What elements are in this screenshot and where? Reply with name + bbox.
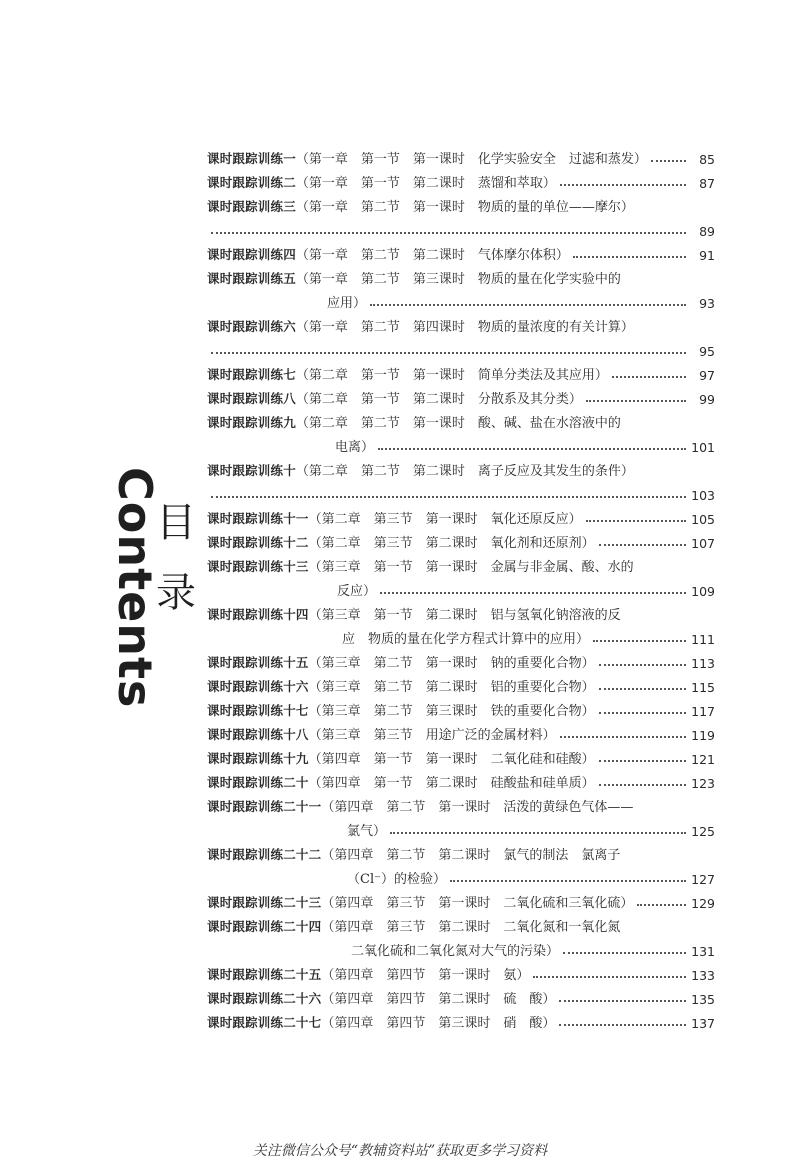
toc-entry[interactable] <box>207 959 715 983</box>
toc-entry-line <box>207 791 715 815</box>
toc-entry-page-number: 95 <box>699 344 715 359</box>
toc-entry-line <box>207 551 715 575</box>
toc-entry-line <box>207 335 715 359</box>
toc-entry-label: 课时跟踪训练五 <box>207 271 296 286</box>
dot-leader <box>586 520 686 522</box>
dot-leader <box>573 256 686 258</box>
toc-entry-line <box>207 671 715 695</box>
toc-entry-title: （第四章 第一节 第一课时 二氧化硅和硅酸） <box>308 752 595 767</box>
toc-entry-label: 课时跟踪训练十二 <box>207 535 309 550</box>
toc-entry-title: （第三章 第三节 用途广泛的金属材料） <box>308 728 556 743</box>
toc-entry-title: 应用） <box>327 296 367 311</box>
toc-entry[interactable] <box>207 551 715 599</box>
dot-leader <box>637 904 686 906</box>
toc-entry-label: 课时跟踪训练十 <box>207 463 296 478</box>
toc-entry-label: 课时跟踪训练二 <box>207 175 296 190</box>
toc-entry-label: 课时跟踪训练二十四 <box>207 919 322 934</box>
contents-english-title: Contents <box>108 467 162 709</box>
toc-entry-title: （第一章 第二节 第三课时 物质的量在化学实验中的 <box>295 272 621 287</box>
toc-entry-label: 课时跟踪训练一 <box>207 151 296 166</box>
toc-entry-label: 课时跟踪训练八 <box>207 391 296 406</box>
toc-entry[interactable] <box>207 143 715 167</box>
toc-entry-label: 课时跟踪训练九 <box>207 415 296 430</box>
toc-entry-line <box>207 695 715 719</box>
dot-leader <box>612 376 686 378</box>
toc-entry-page-number: 137 <box>691 1016 715 1031</box>
toc-entry-line <box>207 623 715 647</box>
toc-entry-title: （第一章 第二节 第四课时 物质的量浓度的有关计算） <box>295 320 634 335</box>
toc-entry-line <box>207 527 715 551</box>
toc-entry-label: 课时跟踪训练二十五 <box>207 967 322 982</box>
toc-entry-title: （第二章 第二节 第一课时 酸、碱、盐在水溶液中的 <box>295 416 621 431</box>
toc-entry[interactable] <box>207 1007 715 1031</box>
toc-entry-line <box>207 887 715 911</box>
toc-entry-page-number: 103 <box>691 488 715 503</box>
dot-leader <box>211 232 686 234</box>
dot-leader <box>390 832 686 834</box>
toc-entry-label: 课时跟踪训练二十六 <box>207 991 322 1006</box>
toc-entry-line <box>207 767 715 791</box>
toc-entry[interactable] <box>207 791 715 839</box>
dot-leader <box>563 952 686 954</box>
toc-entry-page-number: 129 <box>691 896 715 911</box>
toc-entry-page-number: 93 <box>699 296 715 311</box>
toc-entry-label: 课时跟踪训练六 <box>207 319 296 334</box>
toc-entry-page-number: 113 <box>691 656 715 671</box>
toc-entry-page-number: 91 <box>699 248 715 263</box>
toc-entry-label: 课时跟踪训练十八 <box>207 727 309 742</box>
toc-entry-page-number: 123 <box>691 776 715 791</box>
dot-leader <box>370 304 686 306</box>
toc-entry-title: （第三章 第二节 第一课时 钠的重要化合物） <box>308 656 595 671</box>
toc-entry-label: 课时跟踪训练四 <box>207 247 296 262</box>
toc-entry[interactable] <box>207 671 715 695</box>
toc-entry-page-number: 135 <box>691 992 715 1007</box>
toc-entry-title: （第三章 第一节 第二课时 铝与氢氧化钠溶液的反 <box>308 608 621 623</box>
toc-entry-line <box>207 983 715 1007</box>
toc-entry-line <box>207 287 715 311</box>
dot-leader <box>380 592 686 594</box>
toc-entry[interactable] <box>207 527 715 551</box>
dot-leader <box>599 664 686 666</box>
dot-leader <box>586 400 686 402</box>
toc-entry-line <box>207 935 715 959</box>
toc-entry-title: （第四章 第二节 第二课时 氯气的制法 氯离子 <box>321 848 621 863</box>
toc-entry-title: 电离） <box>335 440 375 455</box>
toc-entry-title: （第一章 第二节 第二课时 气体摩尔体积） <box>295 248 569 263</box>
toc-entry-page-number: 101 <box>691 440 715 455</box>
dot-leader <box>593 640 686 642</box>
toc-entry-line <box>207 431 715 455</box>
toc-entry-title: （第一章 第二节 第一课时 物质的量的单位——摩尔） <box>295 200 634 215</box>
toc-entry-line <box>207 815 715 839</box>
toc-entry-label: 课时跟踪训练十七 <box>207 703 309 718</box>
toc-entry-line <box>207 167 715 191</box>
toc-entry-title: （第三章 第二节 第三课时 铁的重要化合物） <box>308 704 595 719</box>
dot-leader <box>378 448 686 450</box>
toc-entry-page-number: 97 <box>699 368 715 383</box>
table-of-contents <box>207 143 715 1031</box>
footer-note: 关注微信公众号“教辅资料站”获取更多学习资料 <box>252 1143 548 1159</box>
toc-entry-line <box>207 215 715 239</box>
toc-entry-page-number: 99 <box>699 392 715 407</box>
toc-entry-line <box>207 1007 715 1031</box>
dot-leader <box>599 544 686 546</box>
toc-entry[interactable] <box>207 359 715 383</box>
toc-entry-page-number: 133 <box>691 968 715 983</box>
dot-leader <box>450 880 686 882</box>
toc-entry-title: （第四章 第一节 第二课时 硅酸盐和硅单质） <box>308 776 595 791</box>
toc-entry-page-number: 115 <box>691 680 715 695</box>
dot-leader <box>211 352 686 354</box>
toc-entry-page-number: 127 <box>691 872 715 887</box>
toc-entry-page-number: 89 <box>699 224 715 239</box>
toc-entry[interactable] <box>207 239 715 263</box>
toc-entry-title: （第二章 第一节 第二课时 分散系及其分类） <box>295 392 582 407</box>
toc-entry-title: （第四章 第三节 第二课时 二氧化氮和一氧化氮 <box>321 920 621 935</box>
toc-entry[interactable] <box>207 407 715 455</box>
toc-entry-title: （第二章 第三节 第二课时 氧化剂和还原剂） <box>308 536 595 551</box>
toc-entry-line <box>207 743 715 767</box>
toc-entry-title: 二氧化硫和二氧化氮对大气的污染） <box>351 944 560 959</box>
toc-entry[interactable] <box>207 767 715 791</box>
toc-entry[interactable] <box>207 263 715 311</box>
dot-leader <box>533 976 686 978</box>
toc-entry-title: （第一章 第一节 第二课时 蒸馏和萃取） <box>295 176 556 191</box>
toc-entry-label: 课时跟踪训练二十二 <box>207 847 322 862</box>
toc-entry-title: （第四章 第四节 第二课时 硫 酸） <box>321 992 556 1007</box>
toc-entry-title: （第三章 第一节 第一课时 金属与非金属、酸、水的 <box>308 560 634 575</box>
toc-entry-title: （第四章 第三节 第一课时 二氧化硫和三氧化硫） <box>321 896 634 911</box>
toc-entry-line <box>207 383 715 407</box>
toc-entry[interactable] <box>207 695 715 719</box>
toc-entry-line <box>207 719 715 743</box>
toc-entry-line <box>207 479 715 503</box>
contents-heading <box>90 467 196 709</box>
toc-entry-line <box>207 191 715 215</box>
dot-leader <box>560 736 686 738</box>
toc-entry-line <box>207 863 715 887</box>
toc-entry-page-number: 119 <box>691 728 715 743</box>
toc-entry-page-number: 121 <box>691 752 715 767</box>
toc-entry[interactable] <box>207 455 715 503</box>
toc-entry-line <box>207 599 715 623</box>
toc-entry[interactable] <box>207 911 715 959</box>
toc-entry-title: （第四章 第四节 第一课时 氨） <box>321 968 530 983</box>
dot-leader <box>599 784 686 786</box>
toc-entry[interactable] <box>207 839 715 887</box>
toc-entry-title: （第四章 第四节 第三课时 硝 酸） <box>321 1016 556 1031</box>
toc-entry-line <box>207 503 715 527</box>
toc-entry-title: （第二章 第二节 第二课时 离子反应及其发生的条件） <box>295 464 634 479</box>
toc-entry[interactable] <box>207 599 715 647</box>
toc-entry[interactable] <box>207 647 715 671</box>
toc-entry-title: 应 物质的量在化学方程式计算中的应用） <box>342 632 590 647</box>
toc-entry-line <box>207 311 715 335</box>
dot-leader <box>651 160 686 162</box>
toc-entry-page-number: 105 <box>691 512 715 527</box>
toc-entry-line <box>207 455 715 479</box>
dot-leader <box>559 1000 686 1002</box>
toc-entry-page-number: 107 <box>691 536 715 551</box>
toc-entry-line <box>207 239 715 263</box>
toc-entry[interactable] <box>207 719 715 743</box>
toc-entry-label: 课时跟踪训练十六 <box>207 679 309 694</box>
dot-leader <box>560 184 686 186</box>
toc-entry-label: 课时跟踪训练十四 <box>207 607 309 622</box>
toc-entry[interactable] <box>207 311 715 359</box>
toc-entry-page-number: 131 <box>691 944 715 959</box>
toc-entry-line <box>207 911 715 935</box>
toc-entry-title: （第二章 第一节 第一课时 简单分类法及其应用） <box>295 368 608 383</box>
toc-entry-title: 反应） <box>337 584 377 599</box>
toc-entry-label: 课时跟踪训练二十三 <box>207 895 322 910</box>
dot-leader <box>599 688 686 690</box>
toc-entry-title: （第三章 第二节 第二课时 铝的重要化合物） <box>308 680 595 695</box>
toc-entry-line <box>207 839 715 863</box>
toc-entry-label: 课时跟踪训练二十七 <box>207 1015 322 1030</box>
dot-leader <box>599 712 686 714</box>
toc-entry[interactable] <box>207 743 715 767</box>
toc-entry[interactable] <box>207 983 715 1007</box>
toc-entry[interactable] <box>207 167 715 191</box>
dot-leader <box>211 496 686 498</box>
toc-entry-label: 课时跟踪训练七 <box>207 367 296 382</box>
toc-entry-label: 课时跟踪训练三 <box>207 199 296 214</box>
contents-chinese-title: 目 录 <box>156 500 196 616</box>
toc-entry-title: （第一章 第一节 第一课时 化学实验安全 过滤和蒸发） <box>295 152 647 167</box>
toc-entry-label: 课时跟踪训练十一 <box>207 511 309 526</box>
toc-entry-line <box>207 575 715 599</box>
toc-entry-title: 氯气） <box>347 824 387 839</box>
toc-entry-page-number: 117 <box>691 704 715 719</box>
toc-entry-label: 课时跟踪训练十五 <box>207 655 309 670</box>
toc-entry-line <box>207 263 715 287</box>
toc-entry-label: 课时跟踪训练二十一 <box>207 799 322 814</box>
toc-entry-title: （第四章 第二节 第一课时 活泼的黄绿色气体—— <box>321 800 634 815</box>
toc-entry-line <box>207 959 715 983</box>
toc-entry-page-number: 109 <box>691 584 715 599</box>
toc-entry-page-number: 111 <box>691 632 715 647</box>
toc-entry-page-number: 125 <box>691 824 715 839</box>
toc-entry-label: 课时跟踪训练二十 <box>207 775 309 790</box>
toc-entry-line <box>207 359 715 383</box>
toc-entry[interactable] <box>207 191 715 239</box>
toc-entry-page-number: 85 <box>699 152 715 167</box>
toc-entry-page-number: 87 <box>699 176 715 191</box>
dot-leader <box>559 1024 686 1026</box>
toc-entry[interactable] <box>207 887 715 911</box>
dot-leader <box>599 760 686 762</box>
toc-entry-label: 课时跟踪训练十九 <box>207 751 309 766</box>
toc-entry-title: （Cl⁻）的检验） <box>347 872 446 887</box>
toc-entry-title: （第二章 第三节 第一课时 氧化还原反应） <box>308 512 582 527</box>
toc-entry-line <box>207 647 715 671</box>
toc-entry-line <box>207 143 715 167</box>
toc-entry-label: 课时跟踪训练十三 <box>207 559 309 574</box>
toc-entry[interactable] <box>207 503 715 527</box>
toc-entry-line <box>207 407 715 431</box>
toc-entry[interactable] <box>207 383 715 407</box>
